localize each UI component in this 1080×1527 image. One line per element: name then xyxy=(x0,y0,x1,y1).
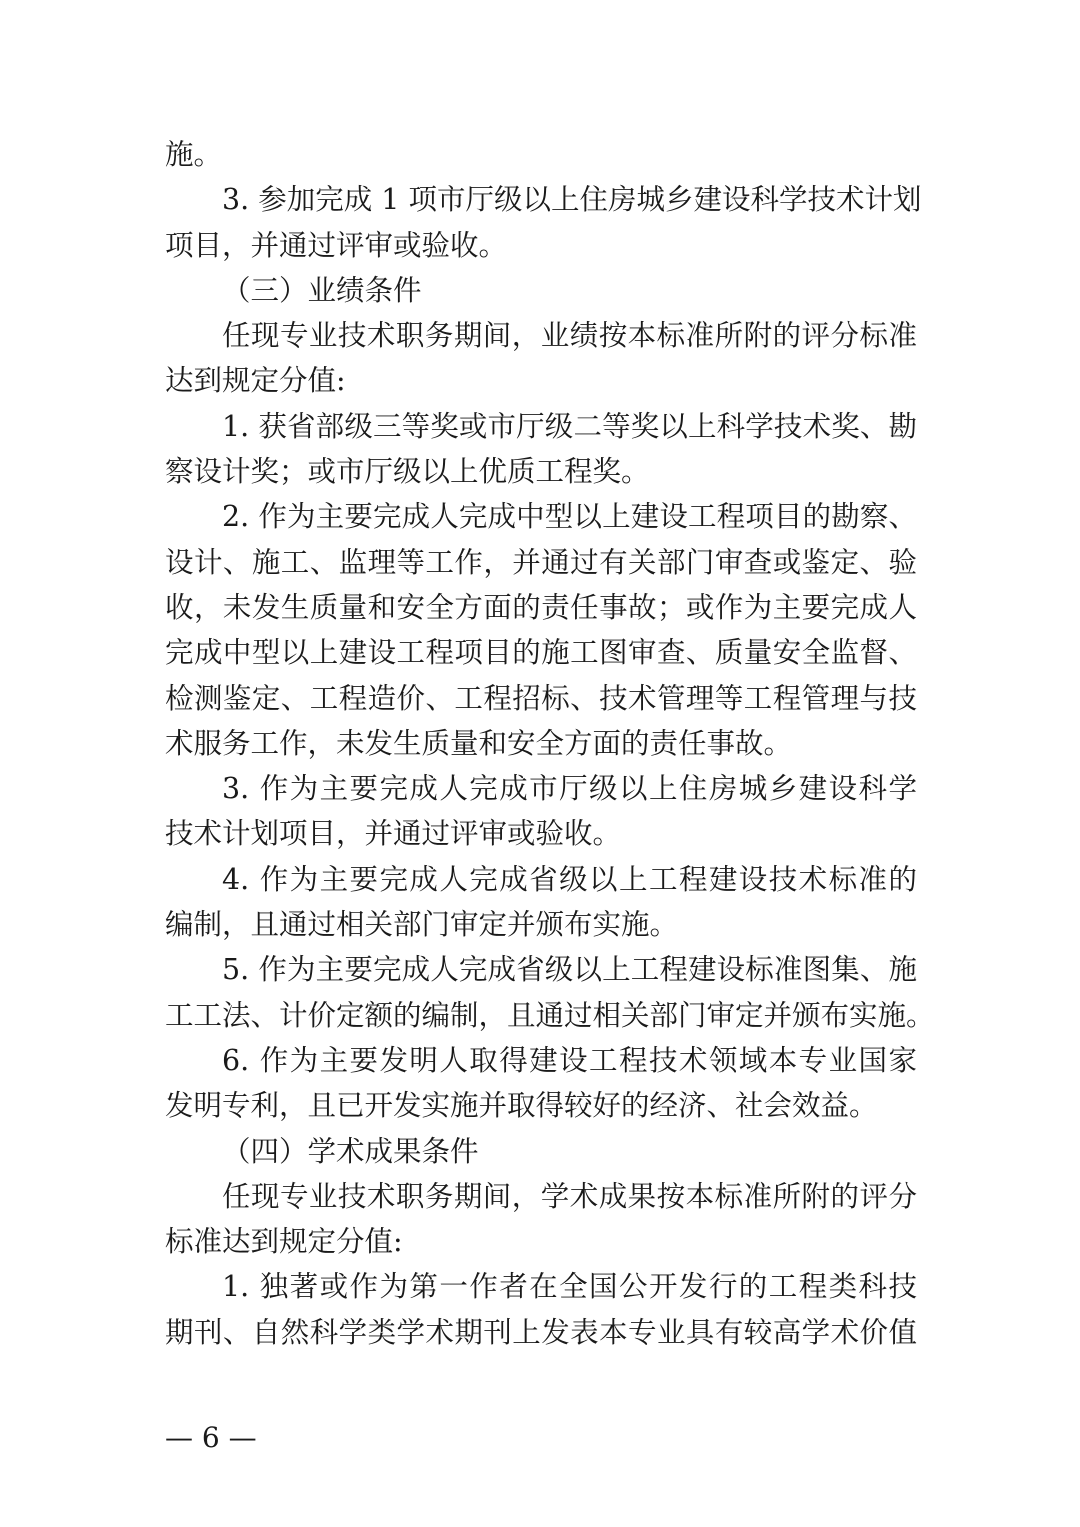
text-line: 编制，且通过相关部门审定并颁布实施。 xyxy=(165,908,679,942)
text-line: 完成中型以上建设工程项目的施工图审查、质量安全监督、 xyxy=(165,636,917,670)
section-heading: （三）业绩条件 xyxy=(222,273,422,307)
text-line: 6. 作为主要发明人取得建设工程技术领域本专业国家 xyxy=(222,1043,917,1077)
text-line: 设计、施工、监理等工作，并通过有关部门审查或鉴定、验 xyxy=(165,545,917,579)
text-line: 任现专业技术职务期间，业绩按本标准所附的评分标准 xyxy=(222,319,917,353)
section-heading: （四）学术成果条件 xyxy=(222,1134,479,1168)
text-line: 术服务工作，未发生质量和安全方面的责任事故。 xyxy=(165,726,793,760)
text-line: 收，未发生质量和安全方面的责任事故；或作为主要完成人 xyxy=(165,590,917,624)
text-line: 察设计奖；或市厅级以上优质工程奖。 xyxy=(165,455,650,489)
text-line: 3. 参加完成 1 项市厅级以上住房城乡建设科学技术计划 xyxy=(222,183,922,217)
text-line: 4. 作为主要完成人完成省级以上工程建设技术标准的 xyxy=(222,862,917,896)
page-number: — 6 — xyxy=(165,1421,257,1454)
text-line: 检测鉴定、工程造价、工程招标、技术管理等工程管理与技 xyxy=(165,681,917,715)
text-line: 任现专业技术职务期间，学术成果按本标准所附的评分 xyxy=(222,1179,917,1213)
text-line: 工工法、计价定额的编制，且通过相关部门审定并颁布实施。 xyxy=(165,998,935,1032)
text-line: 3. 作为主要完成人完成市厅级以上住房城乡建设科学 xyxy=(222,772,917,806)
text-line: 项目，并通过评审或验收。 xyxy=(165,228,508,262)
text-line: 期刊、自然科学类学术期刊上发表本专业具有较高学术价值 xyxy=(165,1315,917,1349)
document-body xyxy=(165,132,935,1355)
text-line: 2. 作为主要完成人完成中型以上建设工程项目的勘察、 xyxy=(222,500,917,534)
text-line: 技术计划项目，并通过评审或验收。 xyxy=(165,817,622,851)
text-line: 标准达到规定分值: xyxy=(165,1225,403,1259)
text-line: 1. 独著或作为第一作者在全国公开发行的工程类科技 xyxy=(222,1270,917,1304)
text-line: 达到规定分值: xyxy=(165,364,346,398)
text-line: 发明专利，且已开发实施并取得较好的经济、社会效益。 xyxy=(165,1089,878,1123)
text-line: 施。 xyxy=(165,138,223,171)
text-line: 5. 作为主要完成人完成省级以上工程建设标准图集、施 xyxy=(222,953,917,987)
text-line: 1. 获省部级三等奖或市厅级二等奖以上科学技术奖、勘 xyxy=(222,409,917,443)
